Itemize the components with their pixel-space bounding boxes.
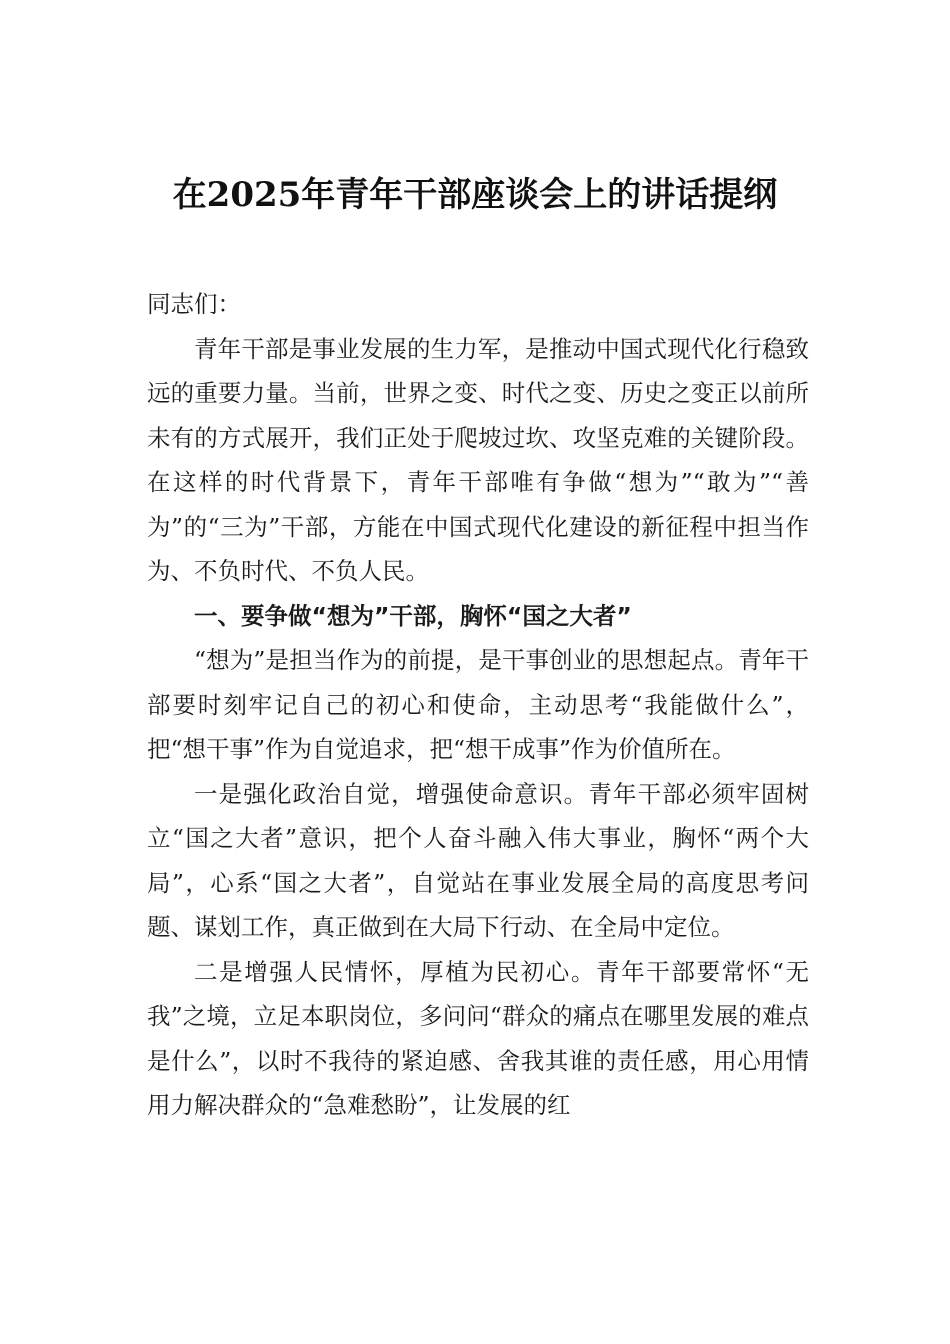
- paragraph-point-2: 二是增强人民情怀，厚植为民初心。青年干部要常怀“无我”之境，立足本职岗位，多问问“群众的痛点在哪里发展的难点是什么”，以时不我待的紧迫感、舍我其谁的责任感，用心用情用力解决群众的“急难愁盼”，让发展的红: [147, 957, 809, 1119]
- paragraph-point-1: 一是强化政治自觉，增强使命意识。青年干部必须牢固树立“国之大者”意识，把个人奋斗融入伟大事业，胸怀“两个大局”，心系“国之大者”，自觉站在事业发展全局的高度思考问题、谋划工作，真正做到在大局下行动、在全局中定位。: [147, 779, 809, 941]
- salutation: 同志们：: [147, 290, 241, 318]
- document-body: [147, 282, 809, 1128]
- paragraph-intro: 青年干部是事业发展的生力军，是推动中国式现代化行稳致远的重要力量。当前，世界之变、时代之变、历史之变正以前所未有的方式展开，我们正处于爬坡过坎、攻坚克难的关键阶段。在这样的时代背景下，青年干部唯有争做“想为”“敢为”“善为”的“三为”干部，方能在中国式现代化建设的新征程中担当作为、不负时代、不负人民。: [147, 334, 809, 585]
- section-heading-1: 一、要争做“想为”干部，胸怀“国之大者”: [194, 601, 632, 630]
- document-title: 在2025年青年干部座谈会上的讲话提纲: [172, 175, 778, 215]
- paragraph-xiangwei: “想为”是担当作为的前提，是干事创业的思想起点。青年干部要时刻牢记自己的初心和使命，主动思考“我能做什么”，把“想干事”作为自觉追求，把“想干成事”作为价值所在。: [147, 646, 809, 763]
